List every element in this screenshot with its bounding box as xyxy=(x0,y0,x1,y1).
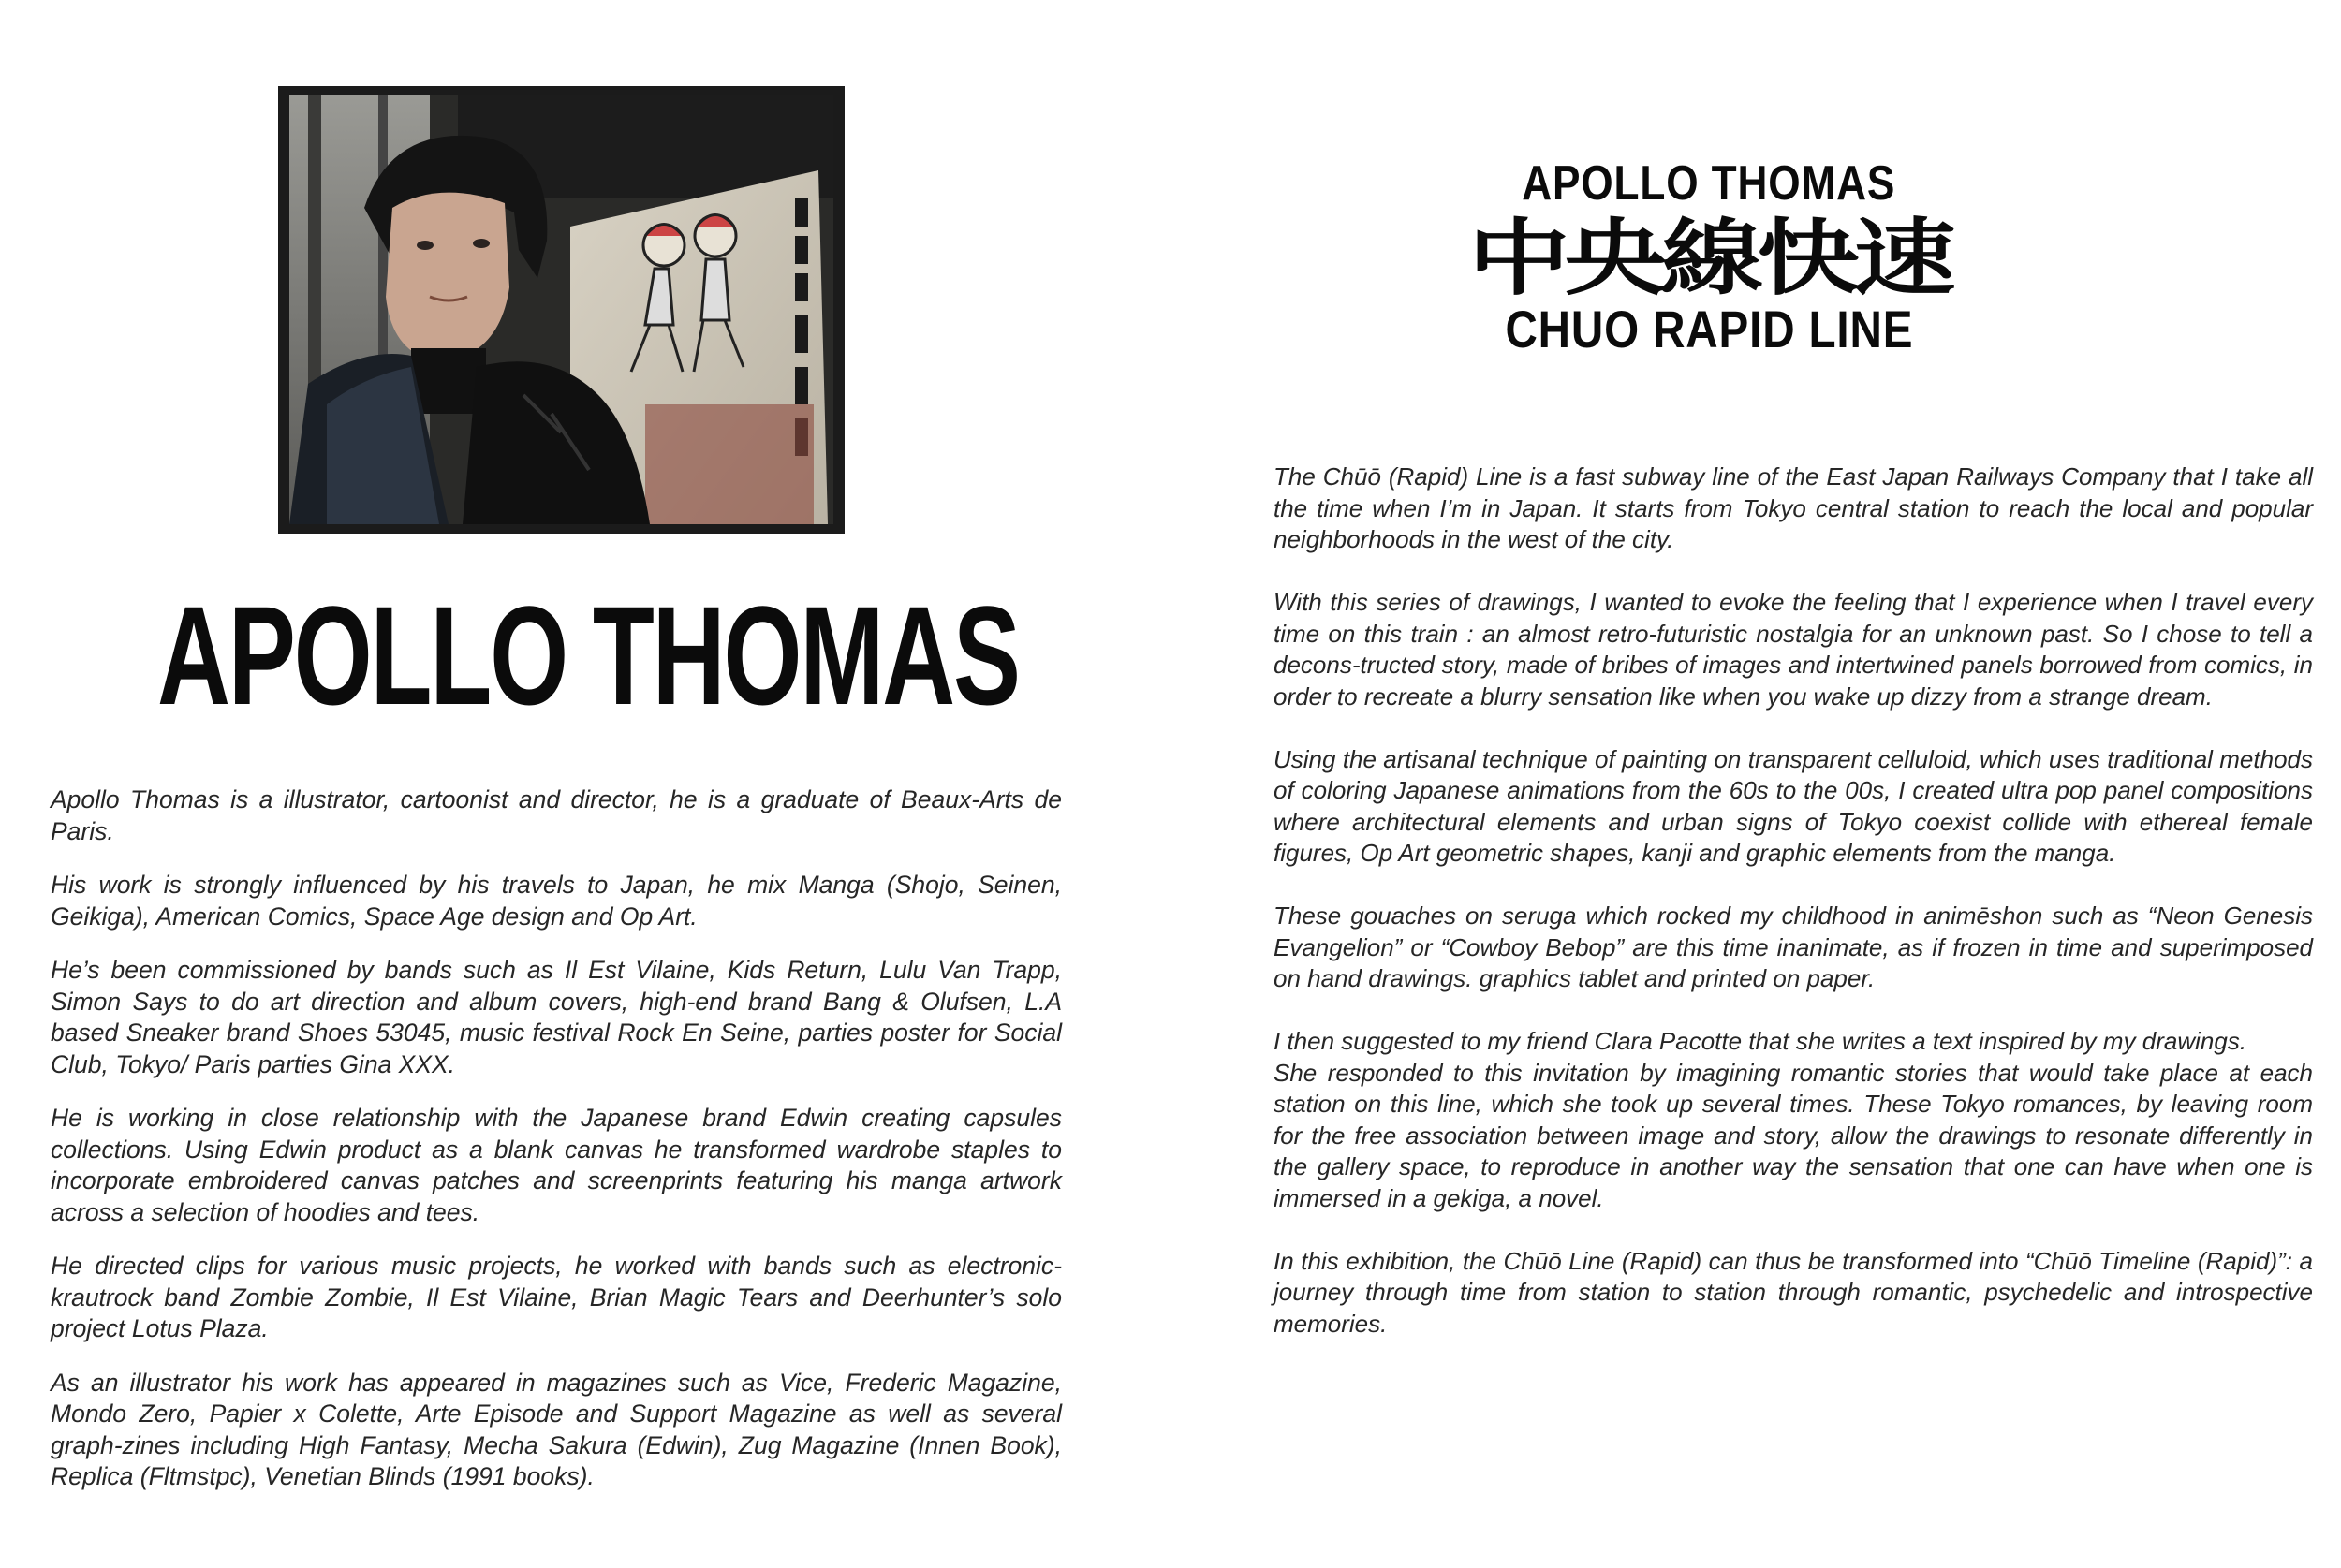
exhibition-text xyxy=(1274,462,2313,1371)
artist-name-heading: APOLLO THOMAS xyxy=(156,577,1019,734)
bio-paragraph: As an illustrator his work has appeared in magazines such as Vice, Frederic Magazine, Mondo Zero, Papier x Colette, Arte Episode and Support Magazine as well as several graph-zines including High Fantasy, Mecha Sakura (Edwin), Zug Magazine (Innen Book), Replica (Fltmstpc), Venetian Blinds (1991 books). xyxy=(51,1368,1062,1490)
essay-paragraph: Using the artisanal technique of painting on transparent celluloid, which uses traditional methods of coloring Japanese animations from the 60s to the 00s, I created ultra pop panel compositions where architectural elements and urban signs of Tokyo coexist collide with ethereal female figures, Op Art geometric shapes, kanji and graphic elements from the manga. xyxy=(1274,744,2313,867)
essay-paragraph: I then suggested to my friend Clara Pacotte that she writes a text inspired by my drawings. xyxy=(1274,1027,2247,1055)
essay-paragraph: These gouaches on seruga which rocked my childhood in animēshon such as “Neon Genesis Evangelion” or “Cowboy Bebop” are this time inanimate, as if frozen in time and superimposed on hand drawings. graphics tablet and printed on paper. xyxy=(1274,901,2313,992)
right-page xyxy=(1170,0,2341,1568)
portrait-image xyxy=(289,95,833,524)
bio-paragraph: His work is strongly influenced by his travels to Japan, he mix Manga (Shojo, Seinen, Geikiga), American Comics, Space Age design and Op Art. xyxy=(51,871,1062,931)
bio-paragraph: He is working in close relationship with the Japanese brand Edwin creating capsules collections. Using Edwin product as a blank canvas he transformed wardrobe staples to incorporate embroidered canvas patches and screenprints featuring his manga artwork across a selection of hoodies and tees. xyxy=(51,1104,1062,1226)
essay-paragraph: She responded to this invitation by imagining romantic stories that would take place at each station on this line, which she took up several times. These Tokyo romances, by leaving room for the free association between image and story, allow the drawings to resonate differently in the gallery space, to reproduce in another way the sensation that one can have when one is immersed in a gekiga, a novel. xyxy=(1274,1058,2313,1212)
artist-photo xyxy=(278,86,845,534)
title-kanji: 中央線快速 xyxy=(1467,210,1951,307)
title-subtitle: CHUO RAPID LINE xyxy=(1505,300,1913,359)
left-page xyxy=(0,0,1170,1568)
artist-bio xyxy=(51,784,1062,1516)
essay-paragraph: With this series of drawings, I wanted to evoke the feeling that I experience when I travel every time on this train : an almost retro-futuristic nostalgia for an unknown past. So I chose to tell a decons-tructed story, made of bribes of images and intertwined panels borrowed from comics, in order to recreate a blurry sensation like when you wake up dizzy from a strange dream. xyxy=(1274,588,2313,711)
essay-paragraph: The Chūō (Rapid) Line is a fast subway line of the East Japan Railways Company that I take all the time when I’m in Japan. It starts from Tokyo central station to reach the local and popular neighborhoods in the west of the city. xyxy=(1274,462,2313,553)
bio-paragraph: He directed clips for various music projects, he worked with bands such as electronic-krautrock band Zombie Zombie, Il Est Vilaine, Brian Magic Tears and Deerhunter’s solo project Lotus Plaza. xyxy=(51,1252,1062,1342)
title-artist-name: APOLLO THOMAS xyxy=(1522,156,1896,211)
exhibition-title-logo xyxy=(1170,156,2247,359)
essay-paragraph: In this exhibition, the Chūō Line (Rapid) can thus be transformed into “Chūō Timeline (Rapid)”: a journey through time from station to station through romantic, psychedelic and introspective memories. xyxy=(1274,1246,2313,1338)
bio-paragraph: He’s been commissioned by bands such as Il Est Vilaine, Kids Return, Lulu Van Trapp, Simon Says to do art direction and album covers, high-end brand Bang & Olufsen, L.A based Sneaker brand Shoes 53045, music festival Rock En Seine, parties poster for Social Club, Tokyo/ Paris parties Gina XXX. xyxy=(51,956,1062,1078)
bio-paragraph: Apollo Thomas is a illustrator, cartoonist and director, he is a graduate of Beaux-Arts de Paris. xyxy=(51,785,1062,845)
